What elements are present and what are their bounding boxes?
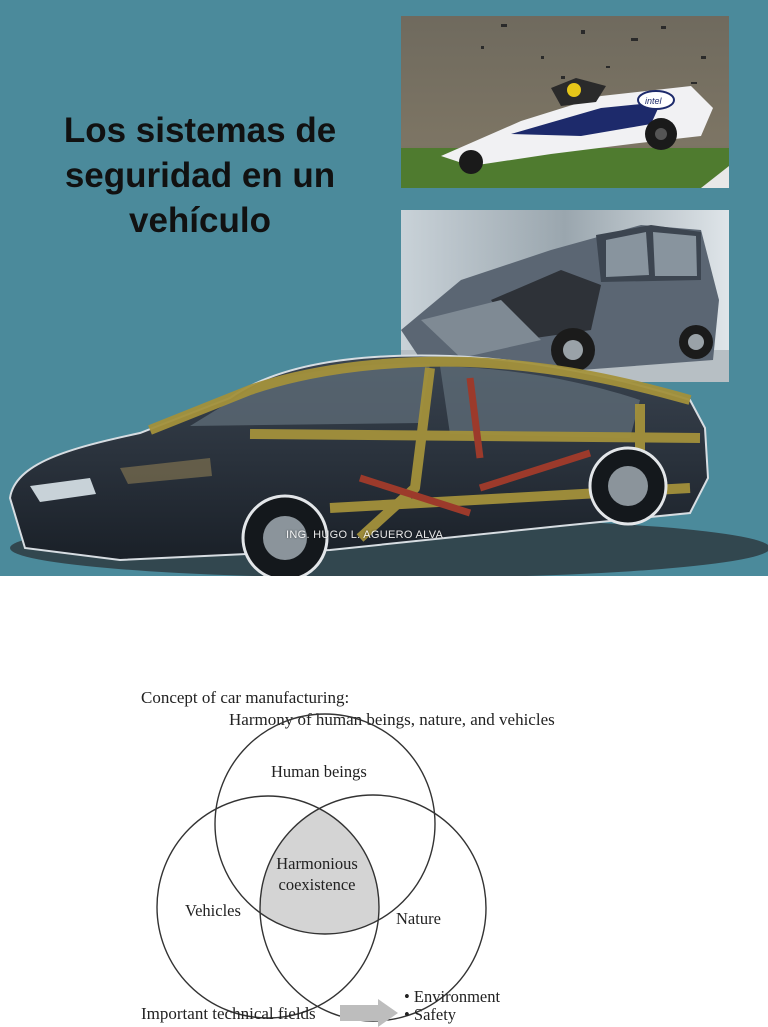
center-line: Harmonious <box>276 854 358 873</box>
slide-title <box>30 108 370 243</box>
list-item: • Safety <box>404 1005 457 1024</box>
svg-text:intel: intel <box>645 96 662 106</box>
f1-crash-photo <box>401 16 729 188</box>
label-human-beings: Human beings <box>271 762 367 781</box>
author-credit: ING. HUGO L. AGUERO ALVA <box>286 529 444 541</box>
title-line: Los sistemas de <box>63 111 337 150</box>
harmony-subheading: Harmony of human beings, nature, and vehicles <box>229 710 555 729</box>
concept-heading: Concept of car manufacturing: <box>141 688 350 707</box>
list-item: • Environment <box>404 987 501 1006</box>
technical-fields-label: Important technical fields <box>141 1004 316 1023</box>
center-line: coexistence <box>278 875 356 894</box>
venn-diagram <box>0 576 768 1024</box>
venn-diagram-slide <box>0 576 768 1024</box>
technical-fields-list <box>404 988 500 1024</box>
label-harmonious-coexistence <box>262 853 372 895</box>
label-vehicles: Vehicles <box>185 901 241 920</box>
title-line: seguridad en un <box>64 156 336 195</box>
title-line: vehículo <box>129 201 271 240</box>
label-nature: Nature <box>396 909 441 928</box>
right-arrow-icon <box>340 999 398 1027</box>
